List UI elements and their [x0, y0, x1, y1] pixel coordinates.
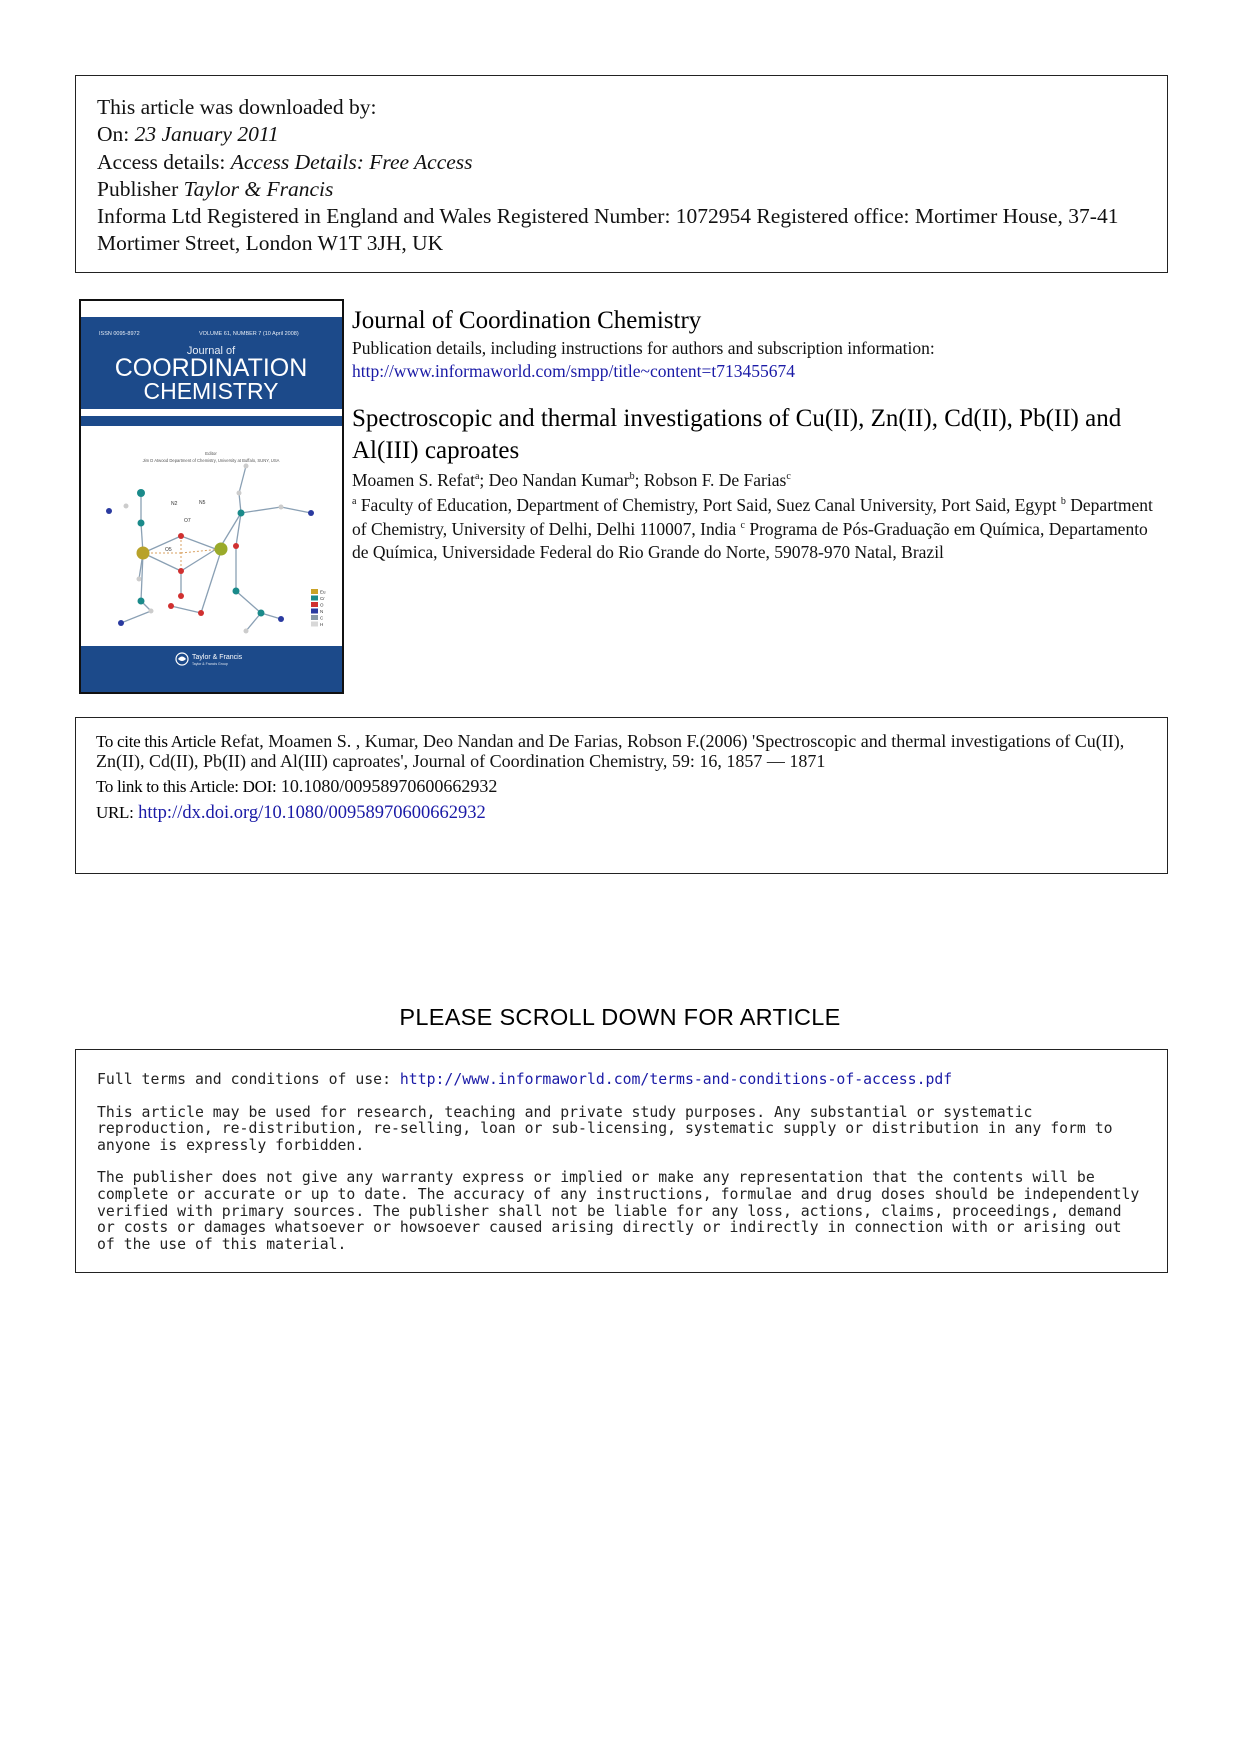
cover-editor-name: Jim D Atwood Department of Chemistry, University at Buffalo, SUNY, USA [142, 458, 280, 463]
journal-info [352, 305, 1167, 565]
scroll-down-notice: PLEASE SCROLL DOWN FOR ARTICLE [399, 1004, 841, 1030]
cover-title-line2: CHEMISTRY [143, 378, 279, 404]
svg-text:H: H [320, 622, 324, 627]
atom-label-o5: O5 [165, 547, 172, 553]
atom-label-n5: N5 [199, 500, 206, 506]
doi-label: To link to this Article: DOI: [96, 777, 277, 796]
affiliation-c: Programa de Pós-Graduação em Química, Departamento de Química, Universidade Federal do Rio Grande do Norte, 59078-970 Natal, Brazil [352, 518, 1148, 562]
publication-details-link[interactable]: http://www.informaworld.com/smpp/title~content=t713455674 [352, 361, 796, 381]
cover-editor-label: Editor [205, 451, 217, 456]
publisher-line: Publisher Taylor & Francis [97, 176, 334, 201]
svg-text:N: N [320, 609, 324, 614]
cite-label: To cite this Article [96, 732, 216, 751]
atom-label-n2: N2 [171, 501, 178, 507]
cover-journal-of: Journal of [186, 345, 236, 357]
access-details-line: Access details: Access Details: Free Access [97, 149, 473, 174]
terms-box [75, 1049, 1168, 1273]
affiliations: $^a$ Faculty of Education, Department of Chemistry, Port Said, Suez Canal University, Port Said, Egypt $^b$ Department of Chemistry, University of Delhi, Delhi 110007, India $^c$ Programa de Pós-Graduação em Química, Departamento de Química, Universidade Federal do Rio Grande do Norte, 59078-970 Natal, Brazil [352, 495, 1153, 562]
access-details-value: Access Details: Free Access [230, 149, 473, 174]
cover-volume: VOLUME 61, NUMBER 7 (10 April 2008) [199, 331, 299, 337]
svg-text:Cr: Cr [320, 596, 325, 601]
cover-brand: Taylor & Francis [192, 654, 243, 661]
cover-brand-sub: Taylor & Francis Group [192, 662, 228, 666]
affiliation-a: Faculty of Education, Department of Chemistry, Port Said, Suez Canal University, Port Said, Egypt [356, 495, 1061, 515]
doi-row [96, 777, 1147, 797]
terms-paragraph-usage: This article may be used for research, teaching and private study purposes. Any substantial or systematic reproduction, re-distribution, re-selling, loan or sub-licensing, systematic supply or distribution in any form to anyone is expressly forbidden. [97, 1103, 1113, 1154]
publisher-name: Taylor & Francis [183, 176, 334, 201]
url-label: URL: [96, 802, 134, 822]
downloaded-by-line: This article was downloaded by: [97, 95, 377, 119]
registered-office-text: Informa Ltd Registered in England and Wales Registered Number: 1072954 Registered office: Mortimer House, 37-41 Mortimer Street, London W1T 3JH, UK [97, 204, 1119, 256]
cover-issn: ISSN 0095-8972 [99, 331, 140, 337]
svg-text:O: O [320, 602, 324, 608]
article-title: Spectroscopic and thermal investigations of Cu(II), Zn(II), Cd(II), Pb(II) and Al(III) caproates [352, 405, 1122, 464]
svg-text:Eu: Eu [320, 589, 326, 595]
author-name: Moamen S. Refat [352, 470, 475, 490]
author-name: ; Robson F. De Farias [634, 470, 787, 490]
terms-label: Full terms and conditions of use: [97, 1071, 400, 1088]
doi-value: 10.1080/00958970600662932 [276, 776, 498, 796]
atom-label-o7: O7 [184, 518, 191, 524]
download-date-line: On: 23 January 2011 [97, 122, 279, 147]
cover-title-line1: COORDINATION [114, 354, 308, 382]
download-date: 23 January 2011 [134, 122, 279, 147]
publication-details: Publication details, including instructions for authors and subscription information: [352, 338, 935, 358]
terms-link[interactable]: http://www.informaworld.com/terms-and-conditions-of-access.pdf [399, 1071, 953, 1088]
svg-text:C: C [320, 615, 324, 621]
cover-bottom-band [81, 646, 342, 692]
journal-title: Journal of Coordination Chemistry [352, 307, 702, 334]
citation-box [75, 717, 1168, 874]
doi-url-link[interactable]: http://dx.doi.org/10.1080/00958970600662932 [133, 802, 486, 823]
affiliation-b: Department of Chemistry, University of Delhi, Delhi 110007, India [352, 495, 1153, 539]
citation-text [96, 732, 1147, 771]
terms-paragraph-warranty: The publisher does not give any warranty express or implied or make any representation that the contents will be complete or accurate or up to date. The accuracy of any instructions, formulae and drug doses should be independently verified with primary sources. The publisher shall not be liable for any loss, actions, claims, proceedings, demand or costs or damages whatsoever or howsoever caused arising directly or indirectly in connection with or arising out of the use of this material. [97, 1169, 1140, 1253]
cover-illustration [81, 301, 342, 692]
url-row [96, 803, 1147, 824]
terms-line [97, 1072, 1147, 1089]
journal-cover-image [79, 299, 344, 694]
download-info-box [75, 75, 1168, 273]
cite-text: Refat, Moamen S. , Kumar, Deo Nandan and De Farias, Robson F.(2006) 'Spectroscopic and thermal investigations of Cu(II), Zn(II), Cd(II), Pb(II) and Al(III) caproates', Journal of Coordination Chemistry, 59: 16, 1857 — 1871 [96, 731, 1125, 771]
authors: Moamen S. Refat$^a$; Deo Nandan Kumar$^b$; Robson F. De Farias$^c$ [352, 470, 791, 490]
author-name: ; Deo Nandan Kumar [479, 470, 630, 490]
